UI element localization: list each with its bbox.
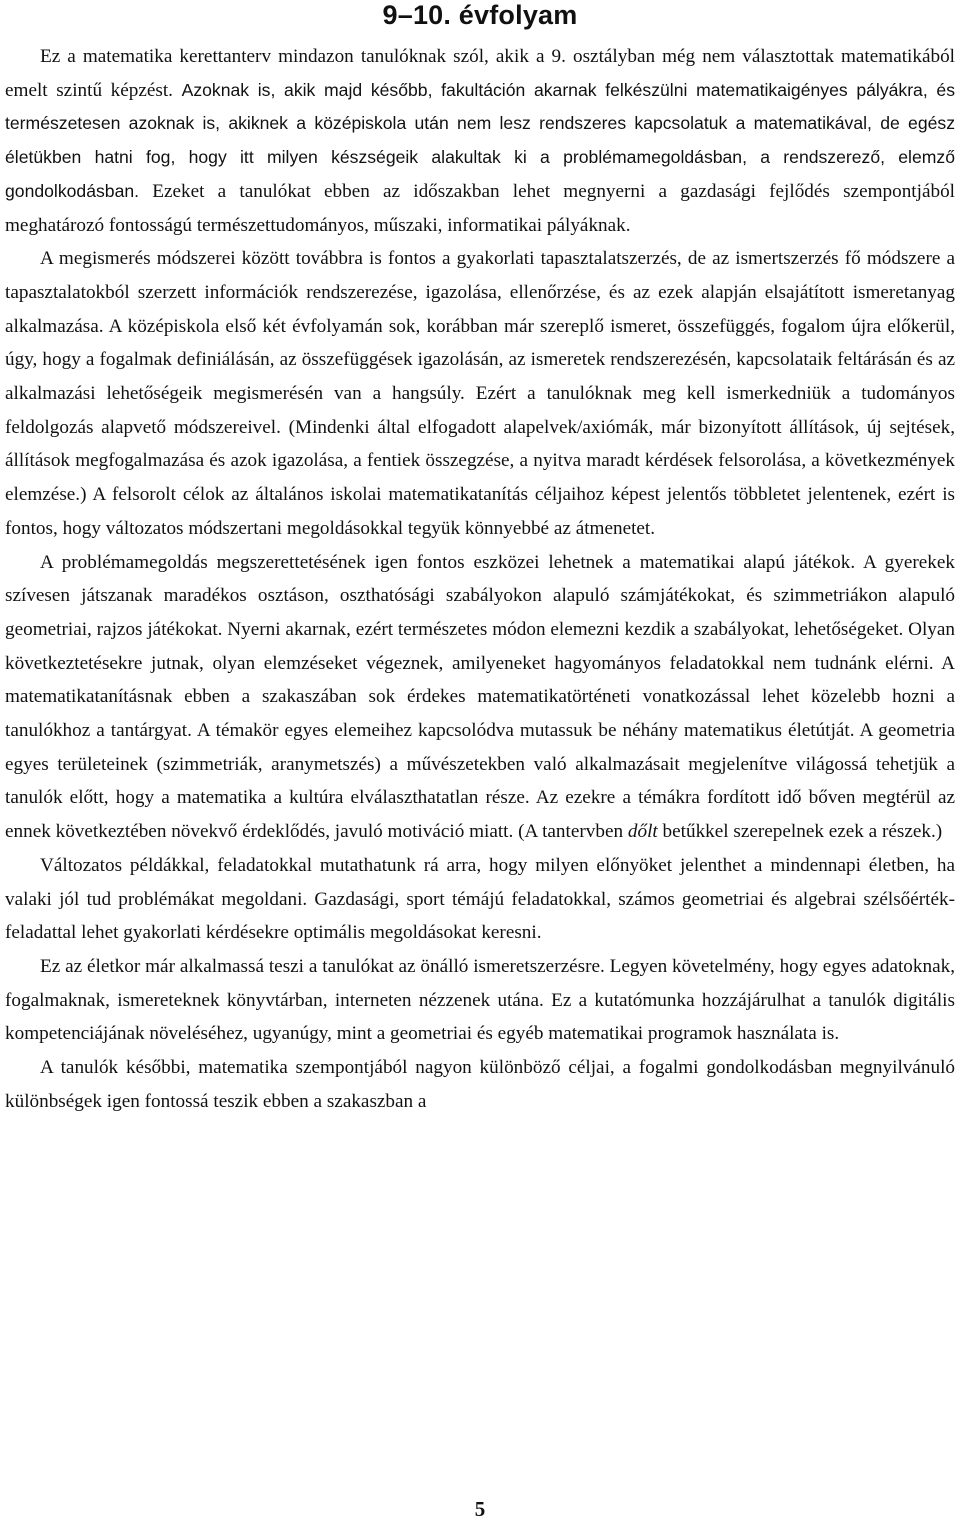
paragraph-examples: Változatos példákkal, feladatokkal mutathatunk rá arra, hogy milyen előnyöket jelenthet a mindennapi életben, ha valaki jól tud problémákat megoldani. Gazdasági, sport témájú feladatokkal, számos geometriai és algebrai szélsőérték-feladattal lehet gyakorlati kérdésekre optimális megoldásokat keresni. <box>5 854 955 944</box>
paragraph-intro <box>5 40 955 242</box>
document-body <box>5 40 955 1119</box>
paragraph-differences: A tanulók későbbi, matematika szempontjából nagyon különböző céljai, a fogalmi gondolkodásban megnyilvánuló különbségek igen fontossá teszik ebben a szakaszban a <box>5 1057 955 1112</box>
paragraph-self-learning: Ez az életkor már alkalmassá teszi a tanulókat az önálló ismeretszerzésre. Legyen követelmény, hogy egyes adatoknak, fogalmaknak, ismereteknek könyvtárban, interneten nézzenek utána. Ez a kutatómunka hozzájárulhat a tanulók digitális kompetenciájának növeléséhez, ugyanúgy, mint a geometriai és egyéb matematikai programok használata is. <box>5 955 955 1045</box>
page-title: 9–10. évfolyam <box>382 0 578 30</box>
paragraph-methods: A megismerés módszerei között továbbra is fontos a gyakorlati tapasztalatszerzés, de az ismertszerzés fő módszere a tapasztalatokból szerzett információk rendszerezése, igazolása, ellenőrzése, és az ezek alapján elsajátított ismeretanyag alkalmazása. A középiskola első két évfolyamán sok, korábban már szereplő ismeret, összefüggés, fogalom újra előkerül, úgy, hogy a fogalmak definiálásán, az összefüggések igazolásán, az ismeretek rendszerezésén, kapcsolataik feltárásán és az alkalmazási lehetőségeik megismerésén van a hangsúly. Ezért a tanulóknak meg kell ismerkedniük a tudományos feldolgozás alapvető módszereivel. (Mindenki által elfogadott alapelvek/axiómák, már bizonyított állítások, új sejtések, állítások megfogalmazása és azok igazolása, a fentiek összegzése, a nyitva maradt kérdések felsorolása, a következmények elemzése.) A felsorolt célok az általános iskolai matematikatanítás céljaihoz képest jelentős többletet jelentenek, ezért is fontos, hogy változatos módszertani megoldásokkal tegyük könnyebbé az átmenetet. <box>5 248 955 539</box>
paragraph-intro-text-a: Ez a matematika kerettanterv mindazon tanulóknak szól, akik a 9. osztályban még nem választottak matematikából emelt szintű képzést. <box>5 46 955 101</box>
page-number: 5 <box>474 1497 486 1521</box>
paragraph-problem-solving-text-a: A problémamegoldás megszerettetésének igen fontos eszközei lehetnek a matematikai alapú játékok. A gyerekek szívesen játszanak maradékos osztáson, oszthatósági szabályokon alapuló számjátékokat, és szimmetriákon alapuló geometriai, rajzos játékokat. Nyerni akarnak, ezért természetes módon elemezni kezdik a szabályokat, lehetőségeket. Olyan következtetésekre jutnak, olyan elemzéseket végeznek, amilyeneket hagyományos feladatokkal nem tudnánk elérni. A matematikatanításnak ebben a szakaszában sok érdekes matematikatörténeti vonatkozással lehet közelebb hozni a tanulókhoz a tantárgyat. A témakör egyes elemeihez kapcsolódva mutassuk be néhány matematikus életútját. A geometria egyes területeinek (szimmetriák, aranymetszés) a művészetekben való alkalmazásait megjelenítve világossá tehetjük a tanulók előtt, hogy a matematika a kultúra elválaszthatatlan része. Az ezekre a témákra fordított idő bőven megtérül az ennek következtében növekvő érdeklődés, javuló motiváció miatt. (A tantervben <box>5 551 955 843</box>
paragraph-intro-text-b: Azoknak is, akik majd később, fakultáción akarnak felkészülni matematikaigényes pályákra, és természetesen azoknak is, akiknek a középiskola után nem lesz rendszeres kapcsolatuk a matematikával, de egész életükben hatni fog, hogy itt milyen készségeik alakultak ki a problémamegoldásban, a rendszerező, elemző gondolkodásban. <box>5 79 956 201</box>
italic-word: dőlt <box>627 821 658 843</box>
paragraph-problem-solving <box>5 546 955 849</box>
paragraph-problem-solving-text-b: betűkkel szerepelnek ezek a részek.) <box>657 821 943 843</box>
paragraph-intro-text-c: Ezeket a tanulókat ebben az időszakban lehet megnyerni a gazdasági fejlődés szempontjából meghatározó fontosságú természettudományos, műszaki, informatikai pályáknak. <box>5 180 955 236</box>
